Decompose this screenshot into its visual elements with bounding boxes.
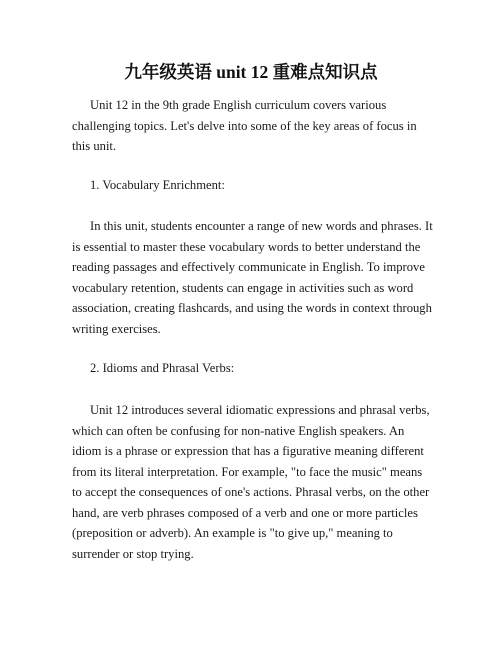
section-heading-idioms: 2. Idioms and Phrasal Verbs: — [90, 361, 235, 375]
section-heading-vocabulary: 1. Vocabulary Enrichment: — [90, 178, 225, 192]
section-body-vocabulary: In this unit, students encounter a range of new words and phrases. It is essential to master these vocabulary words to better understand the reading passages and effectively communicate in English. To improve vocabulary retention, students can engage in activities such as word association, creating flashcards, and using the words in context through writing exercises. — [72, 219, 433, 336]
document-title: 九年级英语 unit 12 重难点知识点 — [124, 62, 378, 82]
intro-paragraph: Unit 12 in the 9th grade English curriculum covers various challenging topics. Let's delve into some of the key areas of focus in this unit. — [72, 98, 417, 153]
section-body-idioms: Unit 12 introduces several idiomatic expressions and phrasal verbs, which can often be confusing for non-native English speakers. An idiom is a phrase or expression that has a figurative meaning different from its literal interpretation. For example, "to face the music" means to accept the consequences of one's actions. Phrasal verbs, on the other hand, are verb phrases composed of a verb and one or more particles (preposition or adverb). An example is "to give up," meaning to surrender or stop trying. — [72, 403, 430, 561]
